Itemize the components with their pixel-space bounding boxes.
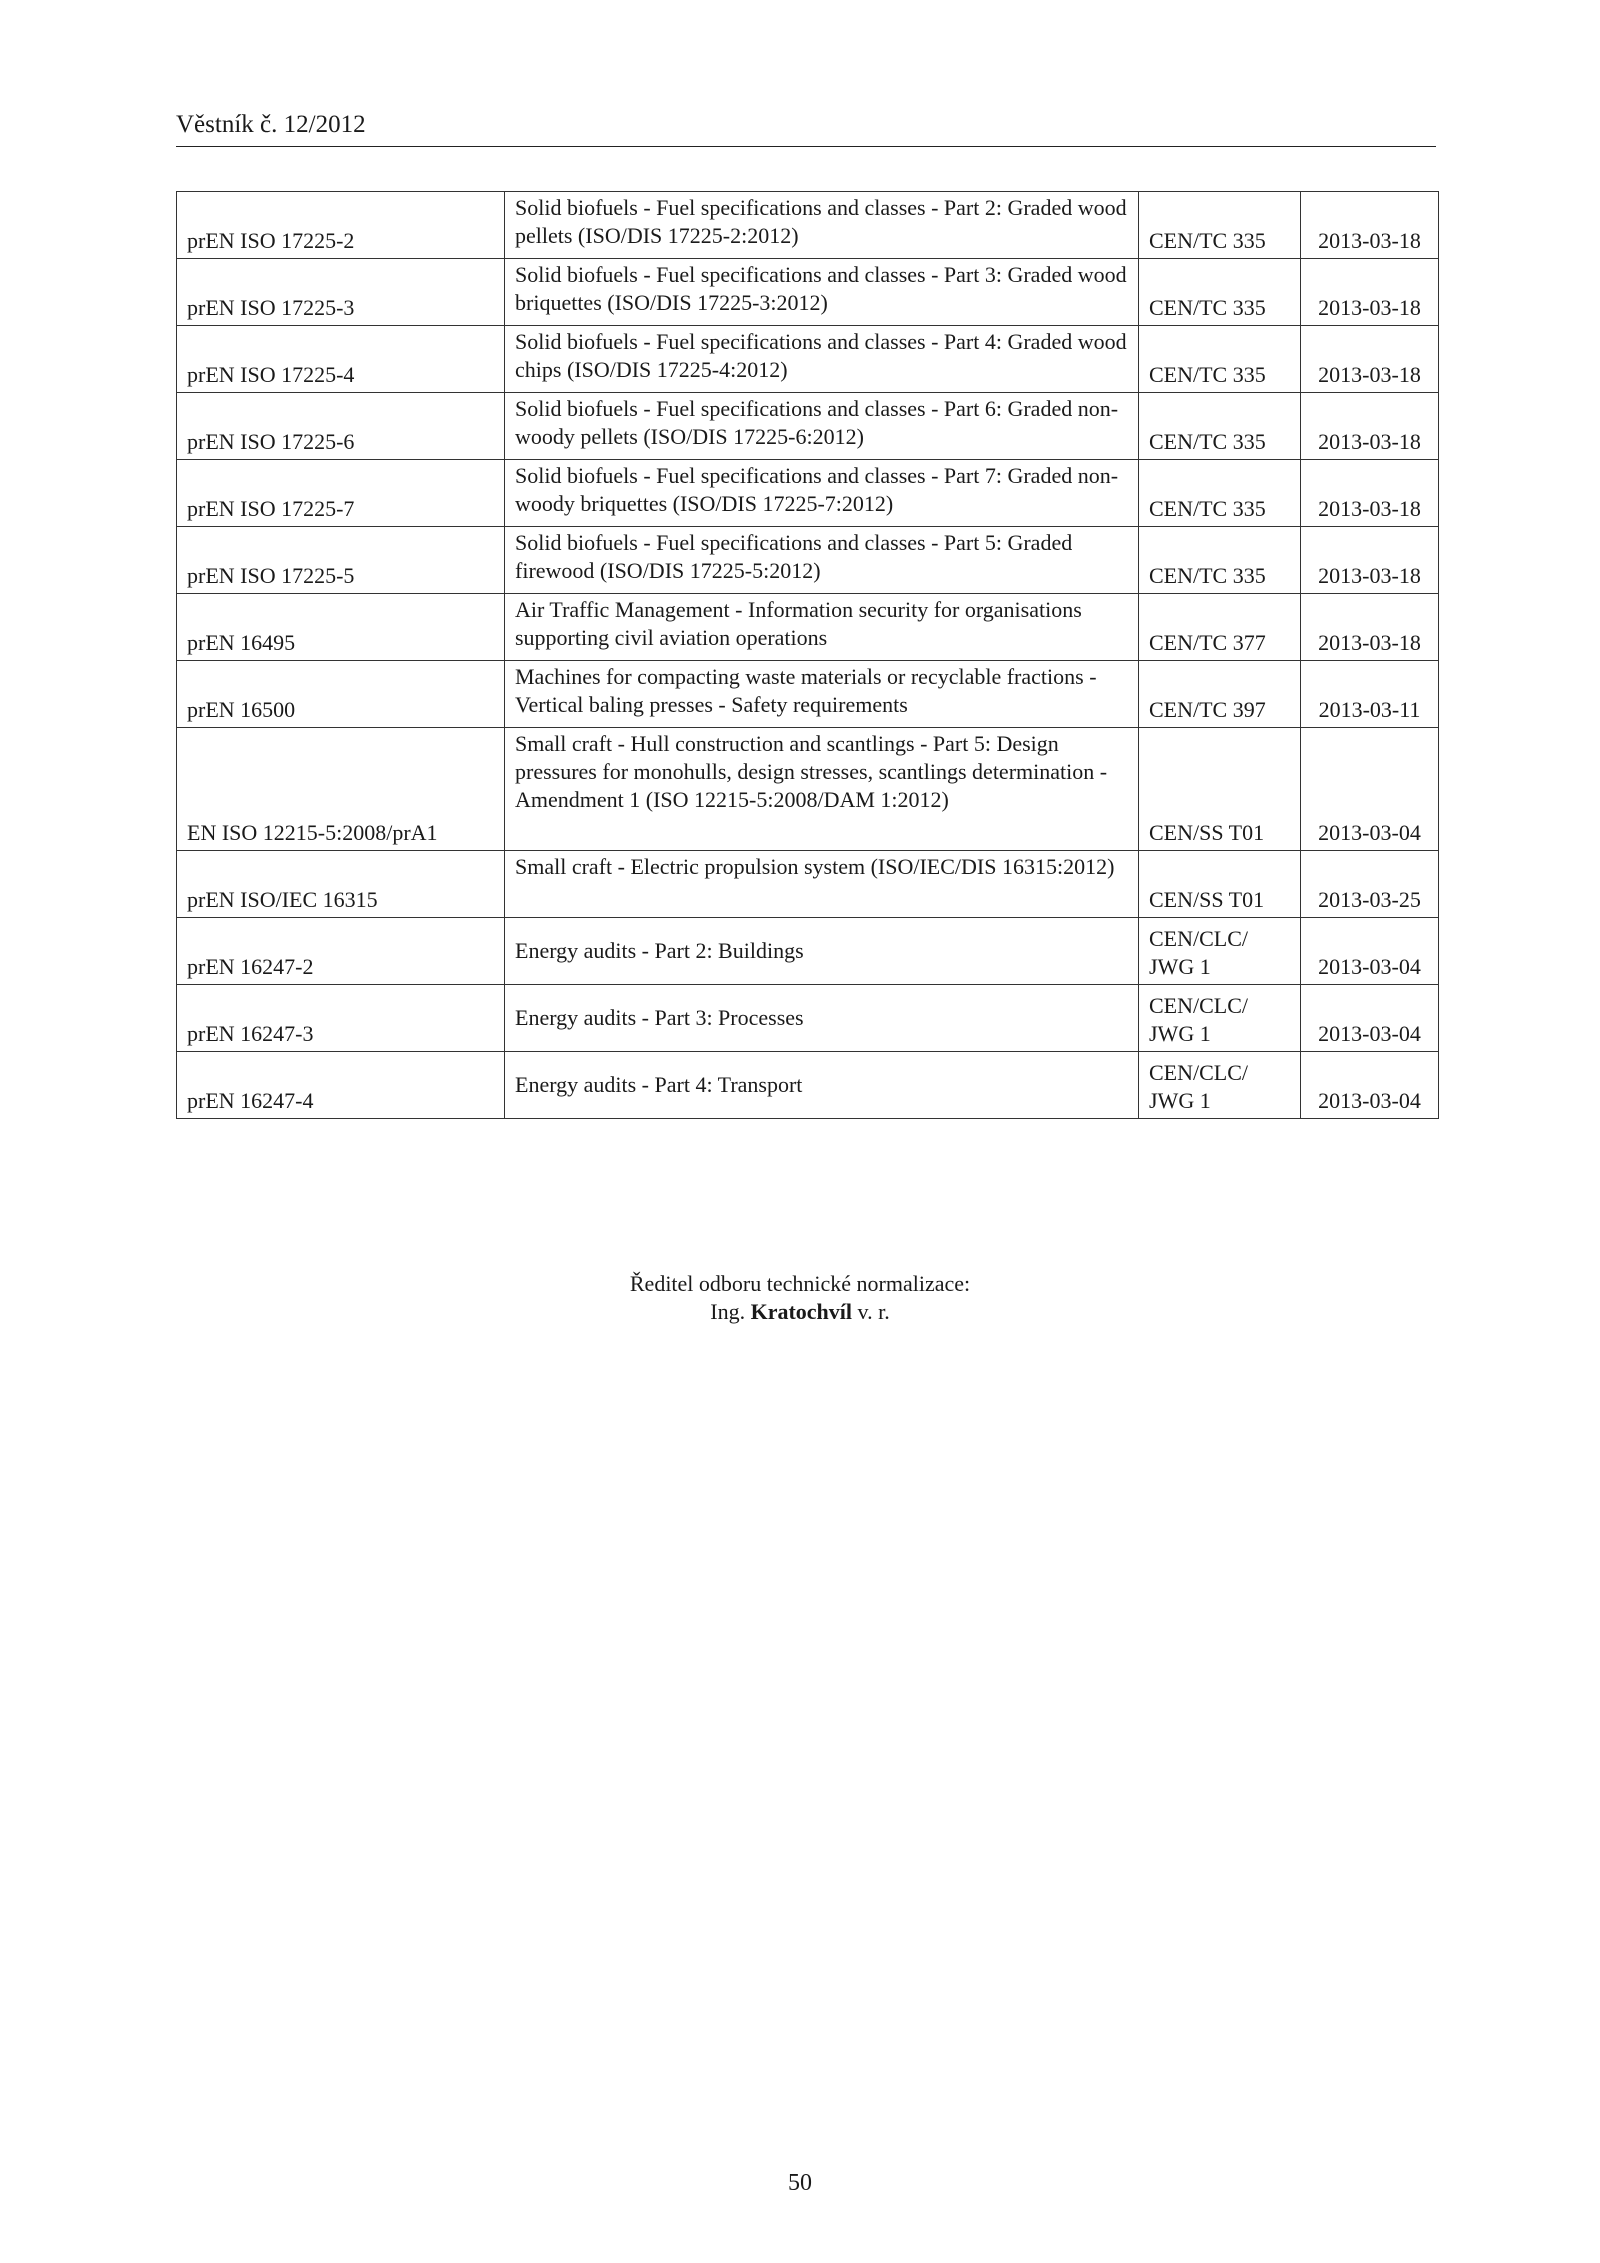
standard-title: Small craft - Hull construction and scantlings - Part 5: Design pressures for monohulls, design stresses, scantlings determination - Amendment 1 (ISO 12215-5:2008/DAM 1:2012) — [505, 728, 1139, 851]
deadline-date: 2013-03-11 — [1301, 661, 1439, 728]
committee: CEN/TC 335 — [1139, 393, 1301, 460]
signature-name: Kratochvíl — [750, 1299, 853, 1324]
committee: CEN/SS T01 — [1139, 728, 1301, 851]
standard-code: prEN 16500 — [177, 661, 505, 728]
table-row — [177, 661, 1439, 728]
standards-table — [176, 191, 1439, 1119]
committee: CEN/TC 335 — [1139, 460, 1301, 527]
deadline-date: 2013-03-18 — [1301, 460, 1439, 527]
standard-title: Solid biofuels - Fuel specifications and classes - Part 6: Graded non-woody pellets (ISO/DIS 17225-6:2012) — [505, 393, 1139, 460]
standard-code: prEN 16247-3 — [177, 985, 505, 1052]
deadline-date: 2013-03-18 — [1301, 259, 1439, 326]
standard-title: Solid biofuels - Fuel specifications and classes - Part 5: Graded firewood (ISO/DIS 17225-5:2012) — [505, 527, 1139, 594]
standard-title: Solid biofuels - Fuel specifications and classes - Part 4: Graded wood chips (ISO/DIS 17225-4:2012) — [505, 326, 1139, 393]
standard-code: EN ISO 12215-5:2008/prA1 — [177, 728, 505, 851]
committee: CEN/CLC/ JWG 1 — [1139, 918, 1301, 985]
page-number: 50 — [788, 2170, 812, 2196]
committee: CEN/TC 335 — [1139, 326, 1301, 393]
standard-title: Air Traffic Management - Information security for organisations supporting civil aviation operations — [505, 594, 1139, 661]
standard-code: prEN ISO 17225-4 — [177, 326, 505, 393]
table-row — [177, 728, 1439, 851]
standard-code: prEN 16495 — [177, 594, 505, 661]
table-row — [177, 527, 1439, 594]
signature-name-line — [0, 1298, 1600, 1326]
signature-role: Ředitel odboru technické normalizace: — [629, 1271, 971, 1296]
signature-block — [0, 1270, 1600, 1326]
standard-title: Solid biofuels - Fuel specifications and classes - Part 7: Graded non-woody briquettes (ISO/DIS 17225-7:2012) — [505, 460, 1139, 527]
deadline-date: 2013-03-18 — [1301, 594, 1439, 661]
deadline-date: 2013-03-25 — [1301, 851, 1439, 918]
page-header — [176, 110, 1436, 147]
committee: CEN/TC 377 — [1139, 594, 1301, 661]
signature-suffix: v. r. — [857, 1299, 890, 1324]
table-row — [177, 1052, 1439, 1119]
committee: CEN/CLC/ JWG 1 — [1139, 1052, 1301, 1119]
journal-title: Věstník č. 12/2012 — [176, 111, 366, 138]
standard-title: Energy audits - Part 4: Transport — [505, 1052, 1139, 1119]
standard-title: Energy audits - Part 2: Buildings — [505, 918, 1139, 985]
table-row — [177, 259, 1439, 326]
table-row — [177, 460, 1439, 527]
standard-code: prEN ISO 17225-3 — [177, 259, 505, 326]
committee: CEN/TC 397 — [1139, 661, 1301, 728]
standard-code: prEN ISO 17225-2 — [177, 192, 505, 259]
deadline-date: 2013-03-04 — [1301, 728, 1439, 851]
table-row — [177, 851, 1439, 918]
table-row — [177, 594, 1439, 661]
deadline-date: 2013-03-18 — [1301, 192, 1439, 259]
signature-prefix: Ing. — [710, 1299, 746, 1324]
standard-title: Energy audits - Part 3: Processes — [505, 985, 1139, 1052]
standard-code: prEN ISO 17225-5 — [177, 527, 505, 594]
deadline-date: 2013-03-04 — [1301, 985, 1439, 1052]
deadline-date: 2013-03-18 — [1301, 393, 1439, 460]
standard-title: Solid biofuels - Fuel specifications and classes - Part 3: Graded wood briquettes (ISO/DIS 17225-3:2012) — [505, 259, 1139, 326]
standard-code: prEN ISO 17225-6 — [177, 393, 505, 460]
table-row — [177, 326, 1439, 393]
standard-code: prEN 16247-2 — [177, 918, 505, 985]
standard-title: Solid biofuels - Fuel specifications and classes - Part 2: Graded wood pellets (ISO/DIS 17225-2:2012) — [505, 192, 1139, 259]
table-row — [177, 985, 1439, 1052]
standard-title: Small craft - Electric propulsion system (ISO/IEC/DIS 16315:2012) — [505, 851, 1139, 918]
deadline-date: 2013-03-04 — [1301, 918, 1439, 985]
standard-title: Machines for compacting waste materials or recyclable fractions - Vertical baling presses - Safety requirements — [505, 661, 1139, 728]
table-row — [177, 918, 1439, 985]
committee: CEN/TC 335 — [1139, 192, 1301, 259]
standard-code: prEN ISO 17225-7 — [177, 460, 505, 527]
standard-code: prEN 16247-4 — [177, 1052, 505, 1119]
committee: CEN/SS T01 — [1139, 851, 1301, 918]
deadline-date: 2013-03-18 — [1301, 527, 1439, 594]
committee: CEN/TC 335 — [1139, 259, 1301, 326]
standard-code: prEN ISO/IEC 16315 — [177, 851, 505, 918]
committee: CEN/CLC/ JWG 1 — [1139, 985, 1301, 1052]
deadline-date: 2013-03-04 — [1301, 1052, 1439, 1119]
table-row — [177, 192, 1439, 259]
committee: CEN/TC 335 — [1139, 527, 1301, 594]
table-row — [177, 393, 1439, 460]
deadline-date: 2013-03-18 — [1301, 326, 1439, 393]
